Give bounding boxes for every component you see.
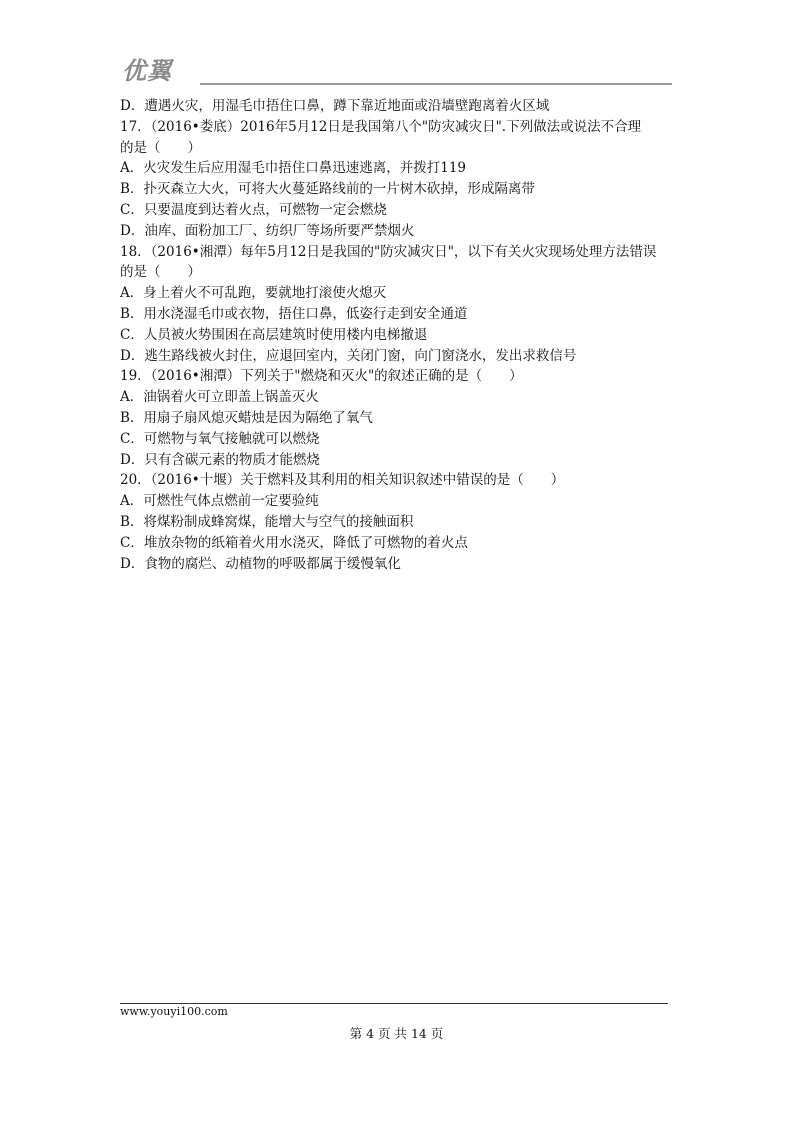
header-rule (200, 83, 672, 85)
option-d-19: D．只有含碳元素的物质才能燃烧 (120, 451, 320, 468)
page-header (120, 56, 672, 88)
option-d-20: D．食物的腐烂、动植物的呼吸都属于缓慢氧化 (120, 555, 401, 572)
option-b-17: B．扑灭森立大火，可将大火蔓延路线前的一片树木砍掉，形成隔离带 (120, 181, 535, 198)
option-b-20: B．将煤粉制成蜂窝煤，能增大与空气的接触面积 (120, 513, 414, 530)
option-b-19: B．用扇子扇风熄灭蜡烛是因为隔绝了氧气 (120, 409, 373, 426)
footer-rule (120, 1003, 668, 1004)
option-a-18: A．身上着火不可乱跑，要就地打滚使火熄灭 (120, 285, 387, 302)
question-18-stem-cont: 的是（ ） (120, 264, 201, 281)
option-d-17: D．油库、面粉加工厂、纺织厂等场所要严禁烟火 (120, 222, 415, 239)
question-18-stem: 18．（2016•湘潭）每年5月12日是我国的"防灾减灾日"，以下有关火灾现场处理方法错误 (120, 243, 657, 260)
option-c-18: C．人员被火势围困在高层建筑时使用楼内电梯撤退 (120, 326, 428, 343)
question-17-stem: 17．（2016•娄底）2016年5月12日是我国第八个"防灾减灾日".下列做法或说法不合理 (120, 118, 642, 135)
option-c-19: C．可燃物与氧气接触就可以燃烧 (120, 430, 320, 447)
option-a-19: A．油锅着火可立即盖上锅盖灭火 (120, 389, 319, 406)
option-b-18: B．用水浇湿毛巾或衣物，捂住口鼻，低姿行走到安全通道 (120, 305, 468, 322)
question-17-stem-cont: 的是（ ） (120, 139, 201, 156)
question-content (120, 96, 676, 574)
option-a-17: A．火灾发生后应用湿毛巾捂住口鼻迅速逃离，并拨打119 (120, 160, 467, 177)
question-20-stem: 20．（2016•十堰）关于燃料及其利用的相关知识叙述中错误的是（ ） (120, 472, 565, 489)
option-c-17: C．只要温度到达着火点，可燃物一定会燃烧 (120, 201, 387, 218)
page-number: 第 4 页 共 14 页 (349, 1026, 444, 1041)
option-d-18: D．逃生路线被火封住，应退回室内，关闭门窗，向门窗浇水，发出求救信号 (120, 347, 577, 364)
option-c-20: C．堆放杂物的纸箱着火用水浇灭，降低了可燃物的着火点 (120, 534, 468, 551)
question-19-stem: 19．（2016•湘潭）下列关于"燃烧和灭火"的叙述正确的是（ ） (120, 368, 523, 385)
footer-url: www.youyi100.com (120, 1005, 228, 1018)
option-d-16: D．遭遇火灾，用湿毛巾捂住口鼻，蹲下靠近地面或沿墙壁跑离着火区域 (120, 98, 550, 114)
youyi-logo: 优翼 (122, 57, 172, 85)
option-a-20: A．可燃性气体点燃前一定要验纯 (120, 493, 319, 510)
